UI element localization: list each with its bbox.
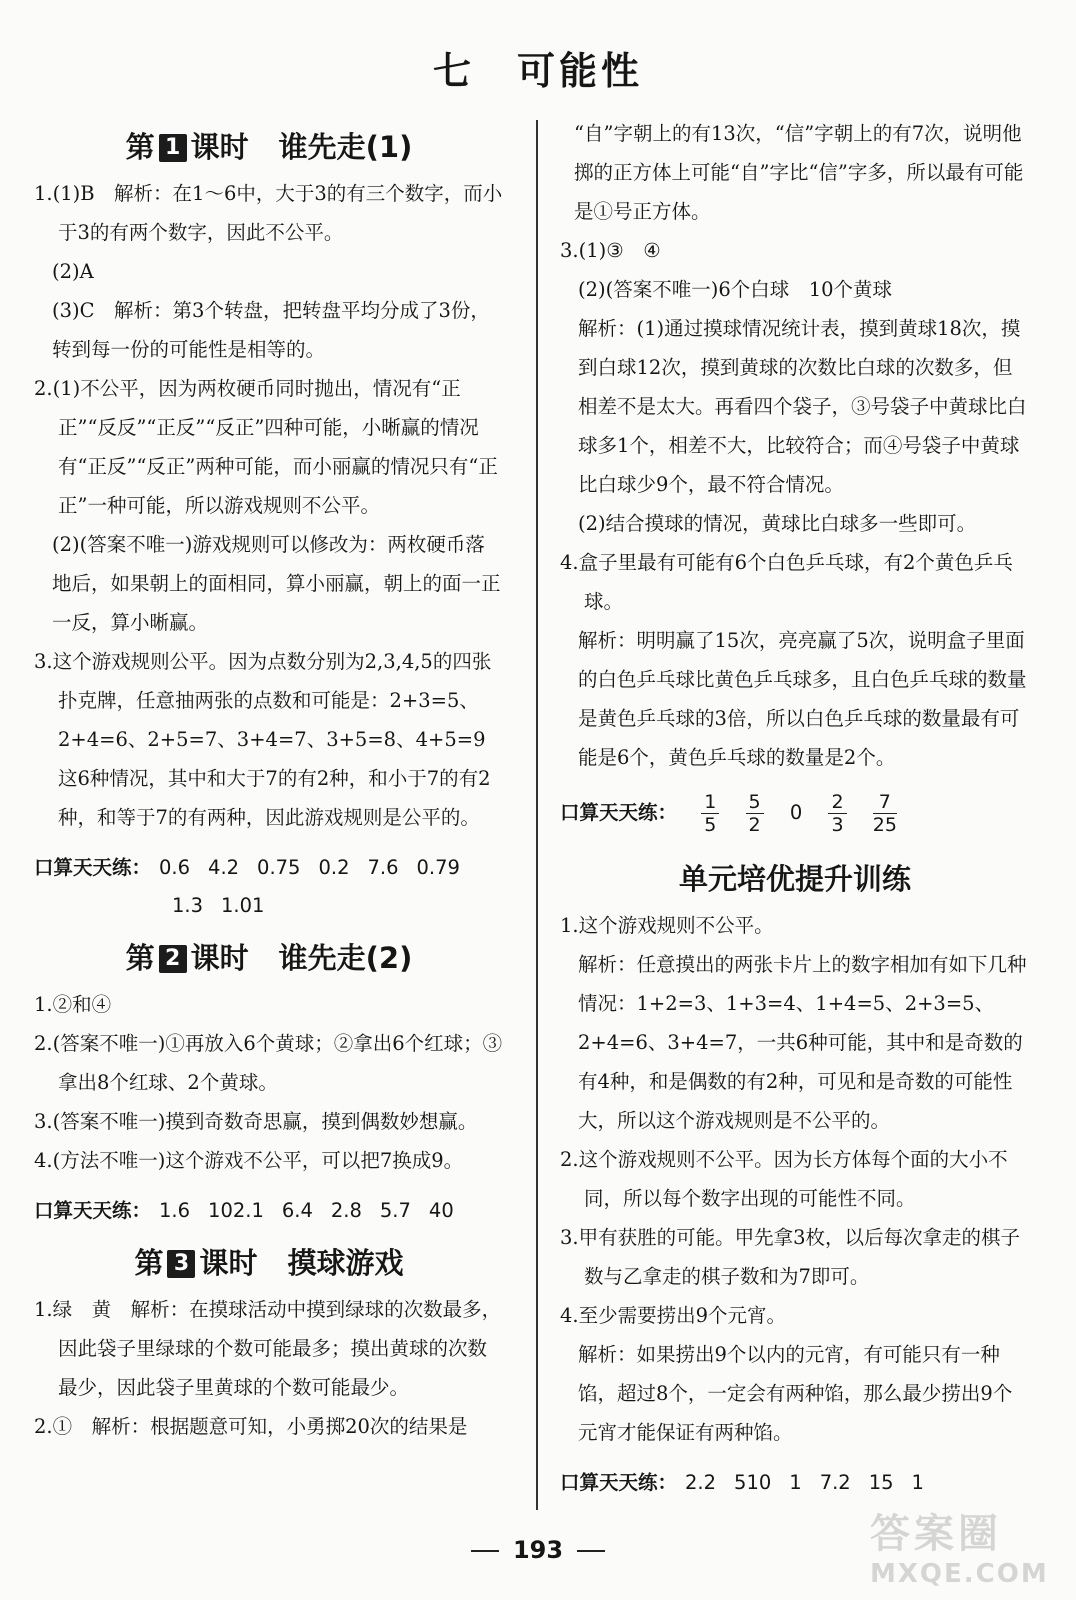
- l1-oral-value: 4.2: [208, 856, 240, 879]
- lesson-3-title-pre: 第: [134, 1246, 164, 1280]
- l2-oral-label: 口算天天练：: [34, 1199, 152, 1222]
- lesson-3-number: 3: [167, 1250, 195, 1278]
- unit-oral-label: 口算天天练：: [560, 1471, 678, 1494]
- l2-oral-value: 40: [428, 1199, 454, 1222]
- l1-q1-b: (2)A: [52, 260, 94, 283]
- l1-q3: 3.这个游戏规则公平。因为点数分别为2,3,4,5的四张扑克牌，任意抽两张的点数和可能是：2+3=5、2+4=6、2+5=7、3+4=7、3+5=8、4+5=9这6种情况，其中和大于7的有2种，和小于7的有2种，和等于7的有两种，因此游戏规则是公平的。: [34, 650, 492, 829]
- l1-oral-value: 0.6: [159, 856, 191, 879]
- page-number-text: 193: [512, 1536, 564, 1564]
- unit-oral-value: 2.2: [685, 1471, 717, 1494]
- lesson-1-title-name: 谁先走(1): [278, 130, 413, 164]
- unit-q1-explanation: 解析：任意摸出的两张卡片上的数字相加有如下几种情况：1+2=3、1+3=4、1+4=5、2+3=5、2+4=6、3+4=7，一共6种可能，其中和是奇数的有4种，和是偶数的有2种，可见和是奇数的可能性大，所以这个游戏规则是不公平的。: [578, 953, 1027, 1132]
- l3-oral-fraction: [873, 791, 897, 836]
- fraction-denominator: 2: [748, 814, 761, 836]
- unit-q1: 1.这个游戏规则不公平。: [560, 914, 774, 937]
- l1-oral-value: 1.01: [221, 894, 265, 917]
- lesson-2-title-pre: 第: [125, 941, 155, 975]
- lesson-2-title-post: 课时: [190, 941, 249, 975]
- fraction-numerator: 7: [873, 791, 897, 814]
- lesson-2-heading: [34, 933, 504, 983]
- l3-oral-practice: [560, 791, 1030, 836]
- l1-oral-value: 7.6: [367, 856, 399, 879]
- l2-q4: 4.(方法不唯一)这个游戏不公平，可以把7换成9。: [34, 1149, 464, 1172]
- unit-oral-practice: [560, 1464, 1030, 1502]
- fraction-numerator: 2: [828, 791, 846, 814]
- l1-oral-practice: [34, 849, 504, 925]
- lesson-1-title-pre: 第: [125, 130, 155, 164]
- lesson-3-title-name: 摸球游戏: [287, 1246, 404, 1280]
- l1-q2-a: 2.(1)不公平，因为两枚硬币同时抛出，情况有“正正”“反反”“正反”“反正”四种可能，小晰赢的情况有“正反”“反正”两种可能，而小丽赢的情况只有“正正”一种可能，所以游戏规则不公平。: [34, 377, 498, 517]
- fraction-numerator: 5: [746, 791, 764, 814]
- unit-q2: 2.这个游戏规则不公平。因为长方体每个面的大小不同，所以每个数字出现的可能性不同。: [560, 1148, 1008, 1210]
- l1-q1-a: 1.(1)B 解析：在1～6中，大于3的有三个数字，而小于3的有两个数字，因此不公平。: [34, 182, 503, 244]
- unit-oral-value: 1: [789, 1471, 802, 1494]
- unit-q4: 4.至少需要捞出9个元宵。: [560, 1304, 787, 1327]
- l3-q2-continued: “自”字朝上的有13次，“信”字朝上的有7次，说明他掷的正方体上可能“自”字比“信”字多，所以最有可能是①号正方体。: [574, 122, 1024, 223]
- column-divider: [536, 120, 538, 1510]
- l2-q1: 1.②和④: [34, 993, 112, 1016]
- page-dash: [577, 1550, 605, 1552]
- right-column: [560, 114, 1030, 1510]
- l2-oral-value: 5.7: [379, 1199, 411, 1222]
- l3-q1: 1.绿 黄 解析：在摸球活动中摸到绿球的次数最多，因此袋子里绿球的个数可能最多；摸出黄球的次数最少，因此袋子里黄球的个数可能最少。: [34, 1298, 502, 1399]
- l2-q2: 2.(答案不唯一)①再放入6个黄球；②拿出6个红球；③拿出8个红球、2个黄球。: [34, 1032, 503, 1094]
- l3-q2: 2.① 解析：根据题意可知，小勇掷20次的结果是: [34, 1415, 468, 1438]
- l3-oral-value: 0: [789, 801, 803, 824]
- l1-oral-value: 1.3: [172, 894, 204, 917]
- lesson-3-heading: [34, 1238, 504, 1288]
- unit-oral-value: 15: [868, 1471, 894, 1494]
- l2-oral-value: 6.4: [281, 1199, 313, 1222]
- watermark-logo: [870, 1502, 1050, 1589]
- l3-oral-fraction: [746, 791, 764, 836]
- lesson-1-title-post: 课时: [190, 130, 249, 164]
- l2-q3: 3.(答案不唯一)摸到奇数奇思赢，摸到偶数妙想赢。: [34, 1110, 478, 1133]
- l2-oral-practice: [34, 1192, 504, 1230]
- left-column: [34, 118, 504, 1446]
- unit-q4-explanation: 解析：如果捞出9个以内的元宵，有可能只有一种馅，超过8个，一定会有两种馅，那么最少捞出9个元宵才能保证有两种馅。: [578, 1343, 1013, 1444]
- l1-oral-value: 0.79: [416, 856, 460, 879]
- lesson-3-title-post: 课时: [199, 1246, 258, 1280]
- l2-oral-value: 2.8: [330, 1199, 362, 1222]
- watermark-top-text: 答案圈: [870, 1511, 1002, 1557]
- lesson-1-number: 1: [159, 134, 187, 162]
- watermark-bottom-text: MXQE.COM: [870, 1559, 1049, 1589]
- l3-q3-b: (2)(答案不唯一)6个白球 10个黄球: [578, 278, 893, 301]
- fraction-numerator: 1: [701, 791, 719, 814]
- l3-q3-c: 解析：(1)通过摸球情况统计表，摸到黄球18次，摸到白球12次，摸到黄球的次数比白球的次数多，但相差不是太大。再看四个袋子，③号袋子中黄球比白球多1个，相差不大，比较符合；而④号袋子中黄球比白球少9个，最不符合情况。: [578, 317, 1027, 496]
- unit-heading: 单元培优提升训练: [678, 862, 911, 896]
- l3-oral-fraction: [701, 791, 719, 836]
- l1-oral-value: 0.2: [318, 856, 350, 879]
- l3-q4-explanation: 解析：明明赢了15次，亮亮赢了5次，说明盒子里面的白色乒乓球比黄色乒乓球多，且白色乒乓球的数量是黄色乒乓球的3倍，所以白色乒乓球的数量最有可能是6个，黄色乒乓球的数量是2个。: [578, 629, 1027, 769]
- unit-oral-value: 7.2: [819, 1471, 851, 1494]
- l2-oral-value: 1.6: [159, 1199, 191, 1222]
- chapter-title: 七 可能性: [432, 49, 643, 93]
- l3-oral-fraction: [828, 791, 846, 836]
- unit-q3: 3.甲有获胜的可能。甲先拿3枚，以后每次拿走的棋子数与乙拿走的棋子数和为7即可。: [560, 1226, 1021, 1288]
- lesson-1-heading: [34, 122, 504, 172]
- l1-oral-label: 口算天天练：: [34, 856, 152, 879]
- lesson-2-title-name: 谁先走(2): [278, 941, 413, 975]
- l1-q1-c: (3)C 解析：第3个转盘，把转盘平均分成了3份，转到每一份的可能性是相等的。: [52, 299, 490, 361]
- unit-oral-value: 1: [911, 1471, 924, 1494]
- l3-q3-a: 3.(1)③ ④: [560, 239, 661, 262]
- lesson-2-number: 2: [159, 945, 187, 973]
- l1-q2-b: (2)(答案不唯一)游戏规则可以修改为：两枚硬币落地后，如果朝上的面相同，算小丽赢，朝上的面一正一反，算小晰赢。: [52, 533, 501, 634]
- fraction-denominator: 3: [831, 814, 844, 836]
- l1-oral-value: 0.75: [257, 856, 301, 879]
- l3-oral-label: 口算天天练：: [560, 801, 678, 824]
- l2-oral-value: 102.1: [208, 1199, 264, 1222]
- page-dash: [471, 1550, 499, 1552]
- l3-q4: 4.盒子里最有可能有6个白色乒乓球，有2个黄色乒乓球。: [560, 551, 1013, 613]
- unit-oral-value: 510: [734, 1471, 772, 1494]
- l3-q3-d: (2)结合摸球的情况，黄球比白球多一些即可。: [578, 512, 977, 535]
- fraction-denominator: 25: [872, 814, 897, 836]
- fraction-denominator: 5: [704, 814, 717, 836]
